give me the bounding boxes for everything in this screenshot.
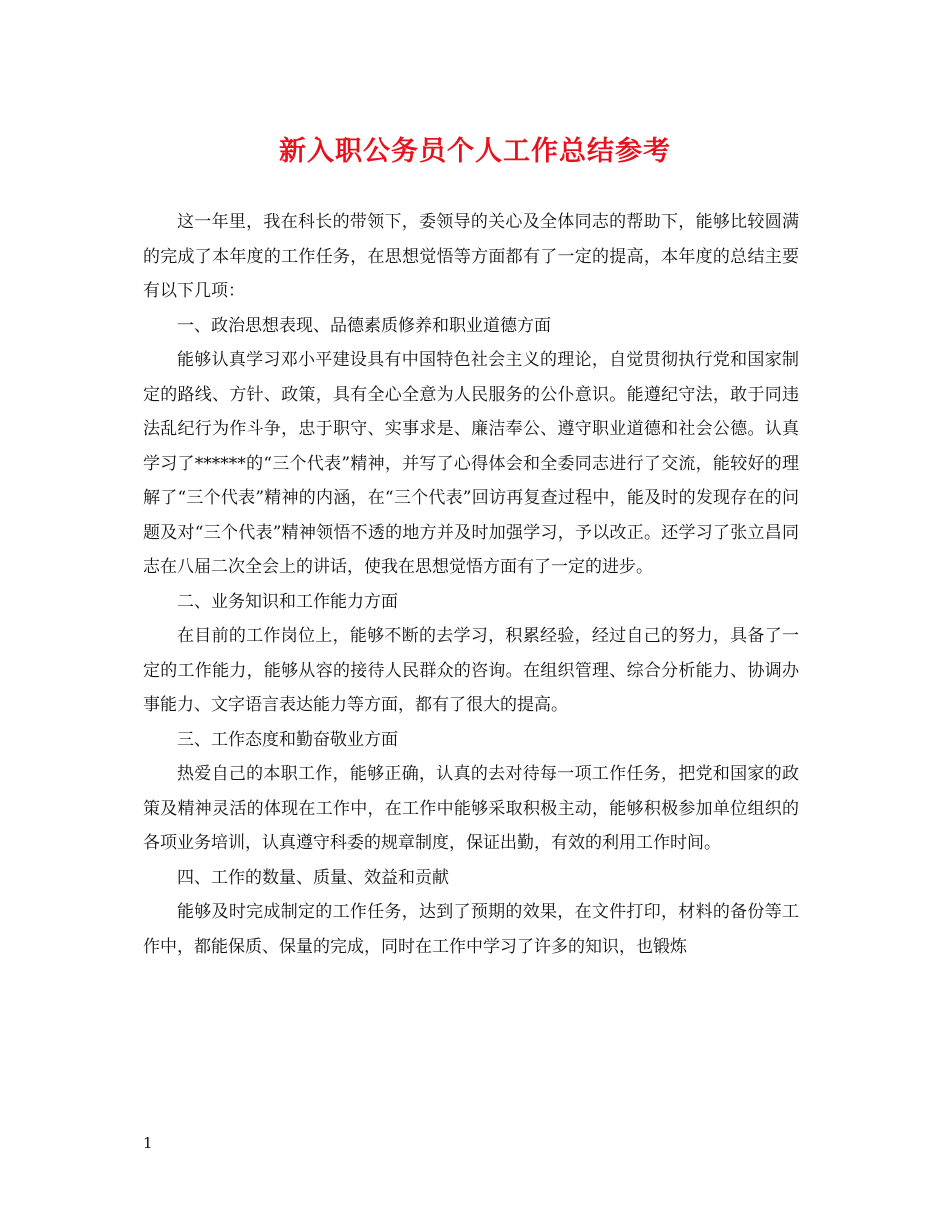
section-paragraph-3: 热爱自己的本职工作，能够正确，认真的去对待每一项工作任务，把党和国家的政策及精神灵活的体现在工作中，在工作中能够采取积极主动，能够积极参加单位组织的各项业务培训，认真遵守科委的规章制度，保证出勤，有效的利用工作时间。 — [143, 764, 799, 853]
document-body — [143, 205, 799, 964]
document-title: 新入职公务员个人工作总结参考 — [279, 136, 671, 167]
section-heading-3: 三、工作态度和勤奋敬业方面 — [177, 729, 398, 750]
section-heading-4: 四、工作的数量、质量、效益和贡献 — [177, 867, 449, 888]
section-paragraph-2: 在目前的工作岗位上，能够不断的去学习，积累经验，经过自己的努力，具备了一定的工作能力，能够从容的接待人民群众的咨询。在组织管理、综合分析能力、协调办事能力、文字语言表达能力等方面，都有了很大的提高。 — [143, 626, 799, 715]
section-heading-1: 一、政治思想表现、品德素质修养和职业道德方面 — [177, 315, 551, 336]
section-paragraph-4: 能够及时完成制定的工作任务，达到了预期的效果，在文件打印，材料的备份等工作中，都能保质、保量的完成，同时在工作中学习了许多的知识，也锻炼 — [143, 902, 799, 957]
intro-paragraph: 这一年里，我在科长的带领下，委领导的关心及全体同志的帮助下，能够比较圆满的完成了本年度的工作任务，在思想觉悟等方面都有了一定的提高，本年度的总结主要有以下几项： — [143, 212, 799, 301]
section-paragraph-1: 能够认真学习邓小平建设具有中国特色社会主义的理论，自觉贯彻执行党和国家制定的路线、方针、政策，具有全心全意为人民服务的公仆意识。能遵纪守法，敢于同违法乱纪行为作斗争，忠于职守、实事求是、廉洁奉公、遵守职业道德和社会公德。认真学习了******的“三个代表”精神，并写了心得体会和全委同志进行了交流，能较好的理解了“三个代表”精神的内涵，在“三个代表”回访再复查过程中，能及时的发现存在的问题及对“三个代表”精神领悟不透的地方并及时加强学习，予以改正。还学习了张立昌同志在八届二次全会上的讲话，使我在思想觉悟方面有了一定的进步。 — [143, 350, 799, 577]
page-number: 1 — [143, 1134, 153, 1152]
section-heading-2: 二、业务知识和工作能力方面 — [177, 591, 398, 612]
